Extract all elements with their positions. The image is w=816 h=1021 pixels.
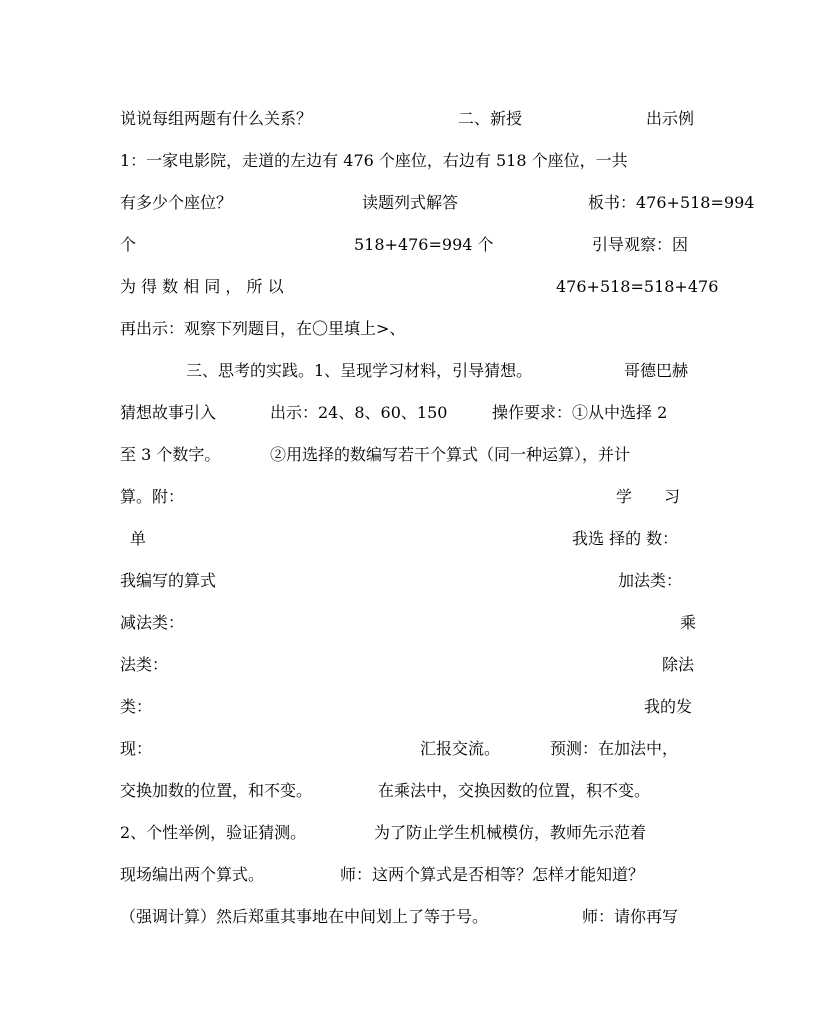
text-segment: 板书：476+518=994 <box>588 193 755 212</box>
text-segment: 猜想故事引入 <box>120 403 217 422</box>
text-line <box>0 611 816 635</box>
text-segment: 我的发 <box>644 697 693 716</box>
text-line <box>0 149 816 173</box>
text-segment: 读题列式解答 <box>362 193 459 212</box>
text-line <box>0 191 816 215</box>
text-line <box>0 527 816 551</box>
text-segment: 师：这两个算式是否相等？怎样才能知道？ <box>340 865 645 884</box>
text-segment: 为 得 数 相 同 ， 所 以 <box>120 277 284 296</box>
text-segment: 1：一家电影院，走道的左边有 476 个座位，右边有 518 个座位，一共 <box>120 151 628 170</box>
text-line <box>0 275 816 299</box>
text-segment: 除法 <box>662 655 695 674</box>
text-segment: 乘 <box>680 613 697 632</box>
text-segment: 汇报交流。 <box>420 739 501 758</box>
text-line <box>0 779 816 803</box>
text-segment: 在乘法中，交换因数的位置，积不变。 <box>378 781 651 800</box>
text-segment: 预测：在加法中， <box>550 739 679 758</box>
text-line <box>0 653 816 677</box>
text-segment: 师：请你再写 <box>582 907 679 926</box>
text-segment: 2、个性举例，验证猜测。 <box>120 823 307 842</box>
text-segment: 现： <box>120 739 153 758</box>
text-line <box>0 317 816 341</box>
text-segment: 我编写的算式 <box>120 571 217 590</box>
text-line <box>0 359 816 383</box>
text-segment: 减法类： <box>120 613 185 632</box>
text-line <box>0 107 816 131</box>
text-segment: 加法类： <box>618 571 683 590</box>
section-heading: 二、新授 <box>458 109 523 128</box>
text-line <box>0 401 816 425</box>
text-segment: 哥德巴赫 <box>624 361 689 380</box>
text-line <box>0 695 816 719</box>
text-segment: 单 <box>130 529 147 548</box>
text-segment: 为了防止学生机械模仿，教师先示范着 <box>374 823 647 842</box>
text-segment: 518+476=994 个 <box>354 235 494 254</box>
text-segment: 我选 择的 数： <box>572 529 679 548</box>
text-segment: 出示：24、8、60、150 <box>270 403 448 422</box>
text-segment: 法类： <box>120 655 169 674</box>
text-segment: 至 3 个数字。 <box>120 445 221 464</box>
text-segment: 习 <box>664 487 681 506</box>
text-segment: 出示例 <box>646 109 695 128</box>
text-segment: （强调计算）然后郑重其事地在中间划上了等于号。 <box>120 907 489 926</box>
text-segment: 操作要求：①从中选择 2 <box>492 403 668 422</box>
text-segment: 说说每组两题有什么关系？ <box>120 109 313 128</box>
text-segment: 个 <box>120 235 137 254</box>
text-segment: 现场编出两个算式。 <box>120 865 265 884</box>
text-line <box>0 233 816 257</box>
text-line <box>0 443 816 467</box>
text-segment: 算。附： <box>120 487 185 506</box>
text-segment: ②用选择的数编写若干个算式（同一种运算），并计 <box>270 445 631 464</box>
text-segment: 引导观察：因 <box>592 235 689 254</box>
text-line <box>0 905 816 929</box>
text-line <box>0 737 816 761</box>
text-segment: 476+518=518+476 <box>556 277 719 296</box>
text-segment: 学 <box>616 487 633 506</box>
text-line <box>0 863 816 887</box>
text-line <box>0 821 816 845</box>
section-heading: 三、思考的实践。1、呈现学习材料，引导猜想。 <box>186 361 533 380</box>
text-segment: 交换加数的位置，和不变。 <box>120 781 313 800</box>
text-segment: 类： <box>120 697 153 716</box>
text-line <box>0 485 816 509</box>
text-segment: 有多少个座位？ <box>120 193 233 212</box>
text-line <box>0 569 816 593</box>
text-segment: 再出示：观察下列题目，在〇里填上>、 <box>120 319 406 338</box>
